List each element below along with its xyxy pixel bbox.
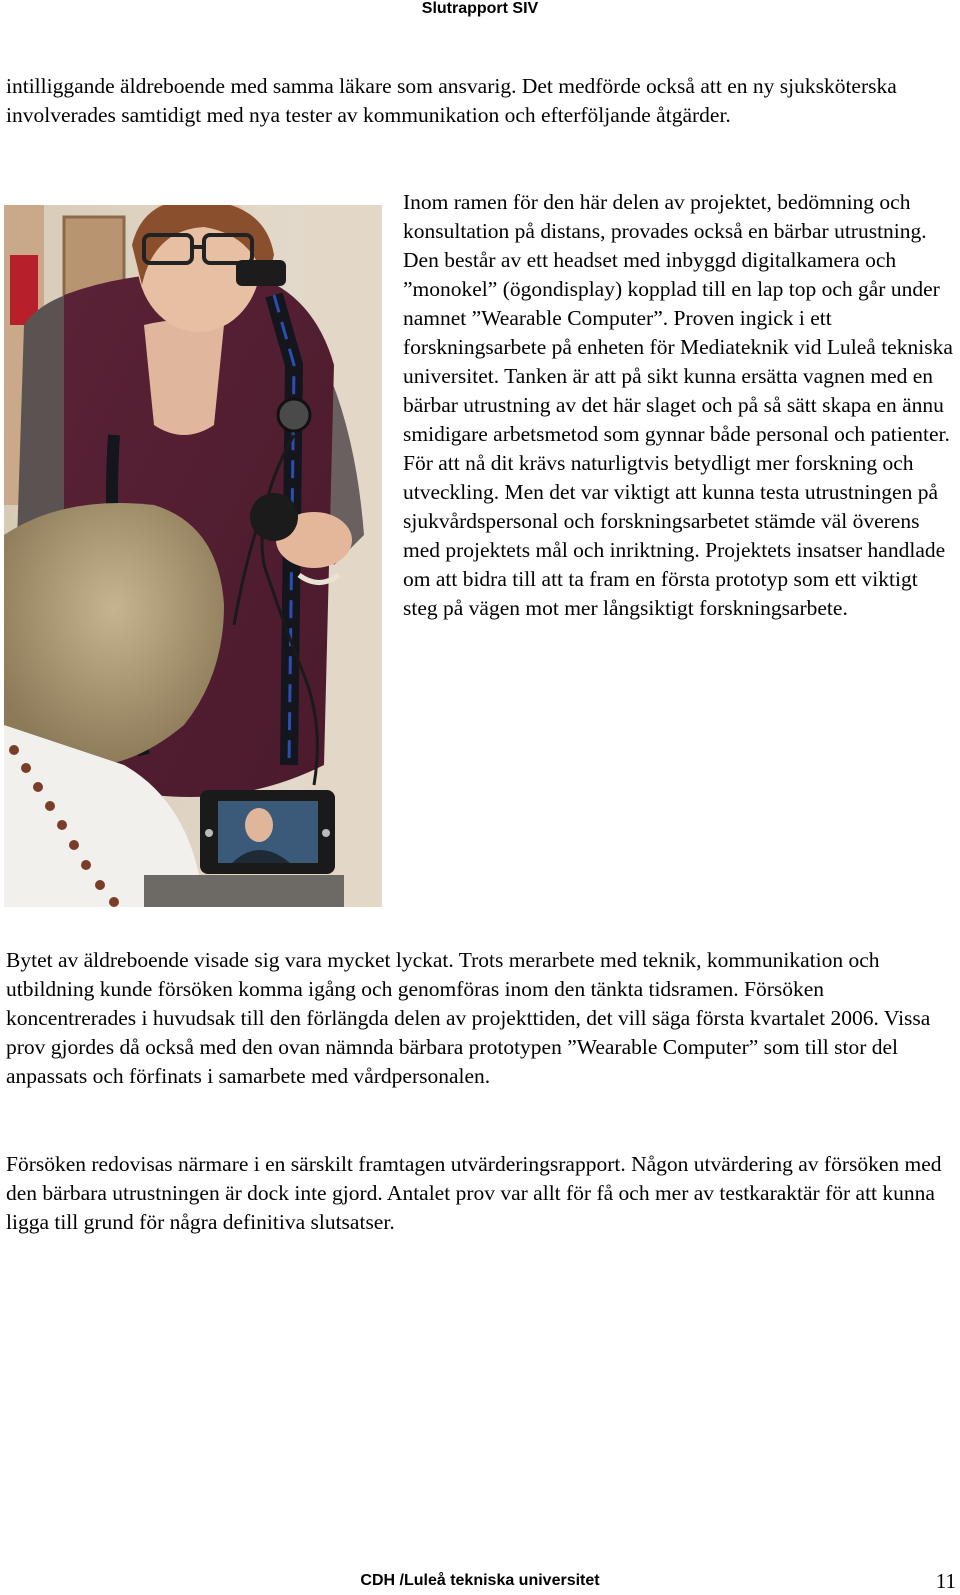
photo-wearable-computer [4, 205, 382, 907]
footer-text: CDH /Luleå tekniska universitet [360, 1572, 600, 1589]
page-footer [0, 1570, 960, 1592]
page-number: 11 [935, 1569, 956, 1593]
wearable-computer-paragraph: Inom ramen för den här delen av projektet, bedömning och konsultation på distans, provades också en bärbar utrustning. Den består av ett headset med inbyggd digitalkamera och ”monokel” (ögondisplay) kopplad till en lap top och går under namnet ”Wearable Computer”. Proven ingick i ett forskningsarbete på enheten för Mediateknik vid Luleå tekniska universitet. Tanken är att på sikt kunna ersätta vagnen med en bärbar utrustning av det här slaget och på så sätt skapa en ännu smidigare arbetsmetod som gynnar både personal och patienter. För att nå dit krävs naturligtvis betydligt mer forskning och utveckling. Men det var viktigt att kunna testa utrustningen på sjukvårdspersonal och forskningsarbetet stämde väl överens med projektets mål och inriktning. Projektets insatser handlade om att bidra till att ta fram en första prototyp som ett viktigt steg på vägen mot mer långsiktigt forskningsarbete. [403, 190, 953, 620]
intro-paragraph: intilliggande äldreboende med samma läkare som ansvarig. Det medförde också att en ny sjuksköterska involverades samtidigt med nya tester av kommunikation och efterföljande åtgärder. [6, 74, 897, 127]
page-header: Slutrapport SIV [421, 0, 539, 17]
results-paragraph: Bytet av äldreboende visade sig vara mycket lyckat. Trots merarbete med teknik, kommunikation och utbildning kunde försöken komma igång och genomföras inom den tänkta tidsramen. Försöken koncentrerades i huvudsak till den förlängda delen av projekttiden, det vill säga första kvartalet 2006. Vissa prov gjordes då också med den ovan nämnda bärbara prototypen ”Wearable Computer” som till stor del anpassats och förfinats i samarbete med vårdpersonalen. [6, 948, 931, 1088]
evaluation-paragraph: Försöken redovisas närmare i en särskilt framtagen utvärderingsrapport. Någon utvärdering av försöken med den bärbara utrustningen är dock inte gjord. Antalet prov var allt för få och mer av testkaraktär för att kunna ligga till grund för några definitiva slutsatser. [6, 1152, 942, 1234]
